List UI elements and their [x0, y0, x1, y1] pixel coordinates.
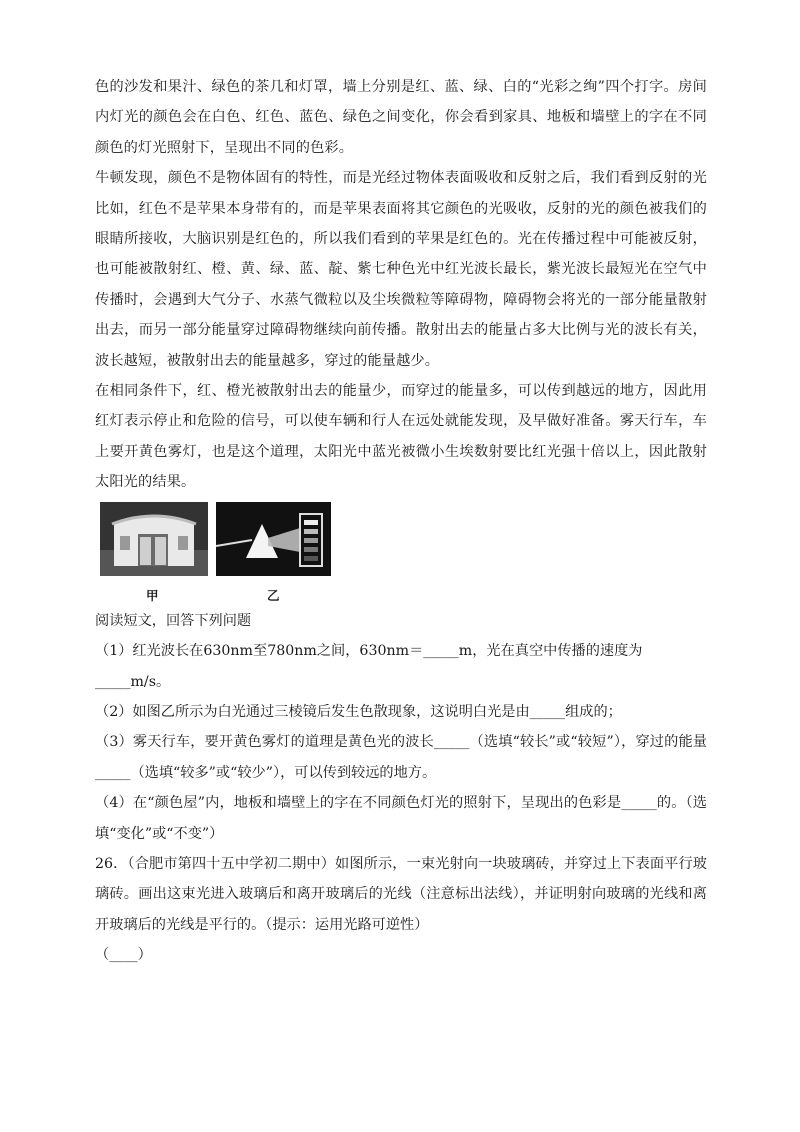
figure-caption-jia: 甲	[146, 587, 159, 603]
passage-paragraph-2: 牛顿发现，颜色不是物体固有的特性，而是光经过物体表面吸收和反射之后，我们看到反射的光比如，红色不是苹果本身带有的，而是苹果表面将其它颜色的光吸收，反射的光的颜色被我们的眼睛所接收，大脑识别是红色的，所以我们看到的苹果是红色的。光在传播过程中可能被反射，也可能被散射红、橙、黄、绿、蓝、靛、紫七种色光中红光波长最长，紫光波长最短光在空气中传播时，会遇到大气分子、水蒸气微粒以及尘埃微粒等障碍物，障碍物会将光的一部分能量散射出去，而另一部分能量穿过障碍物继续向前传播。散射出去的能量占多大比例与光的波长有关，波长越短，被散射出去的能量越多，穿过的能量越少。	[95, 170, 707, 369]
document-page	[95, 79, 707, 971]
problem-26-answer-blank: （____）	[95, 947, 152, 964]
questions-intro: 阅读短文，回答下列问题	[95, 612, 252, 629]
question-4: （4）在“颜色屋”内，地板和墙壁上的字在不同颜色灯光的照射下，呈现出的色彩是_____的。（选填“变化”或“不变”）	[95, 795, 707, 842]
figure-color-house-photo	[100, 502, 208, 576]
question-3: （3）雾天行车，要开黄色雾灯的道理是黄色光的波长_____（选填“较长”或“较短”），穿过的能量_____（选填“较多”或“较少”），可以传到较远的地方。	[95, 734, 707, 781]
figure-prism-dispersion	[216, 502, 331, 576]
problem-26-text: 26．（合肥市第四十五中学初二期中）如图所示，一束光射向一块玻璃砖，并穿过上下表面平行玻璃砖。画出这束光进入玻璃后和离开玻璃后的光线（注意标出法线），并证明射向玻璃的光线和离开玻璃后的光线是平行的。（提示：运用光路可逆性）	[95, 855, 707, 933]
figure-row	[95, 502, 707, 606]
passage-paragraph-3: 在相同条件下，红、橙光被散射出去的能量少，而穿过的能量多，可以传到越远的地方，因此用红灯表示停止和危险的信号，可以使车辆和行人在远处就能发现，及早做好准备。雾天行车，车上要开黄色雾灯，也是这个道理，太阳光中蓝光被微小生埃数射要比红光强十倍以上，因此散射太阳光的结果。	[95, 383, 707, 491]
passage-paragraph-1: 色的沙发和果汁、绿色的茶几和灯罩，墙上分别是红、蓝、绿、白的“光彩之绚”四个打字。房间内灯光的颜色会在白色、红色、蓝色、绿色之间变化，你会看到家具、地板和墙壁上的字在不同颜色的灯光照射下，呈现出不同的色彩。	[95, 79, 707, 156]
question-1: （1）红光波长在630nm至780nm之间，630nm＝_____m，光在真空中传播的速度为_____m/s。	[95, 643, 643, 690]
figure-caption-yi: 乙	[267, 587, 280, 603]
question-2: （2）如图乙所示为白光通过三棱镜后发生色散现象，这说明白光是由_____组成的；	[95, 703, 622, 720]
